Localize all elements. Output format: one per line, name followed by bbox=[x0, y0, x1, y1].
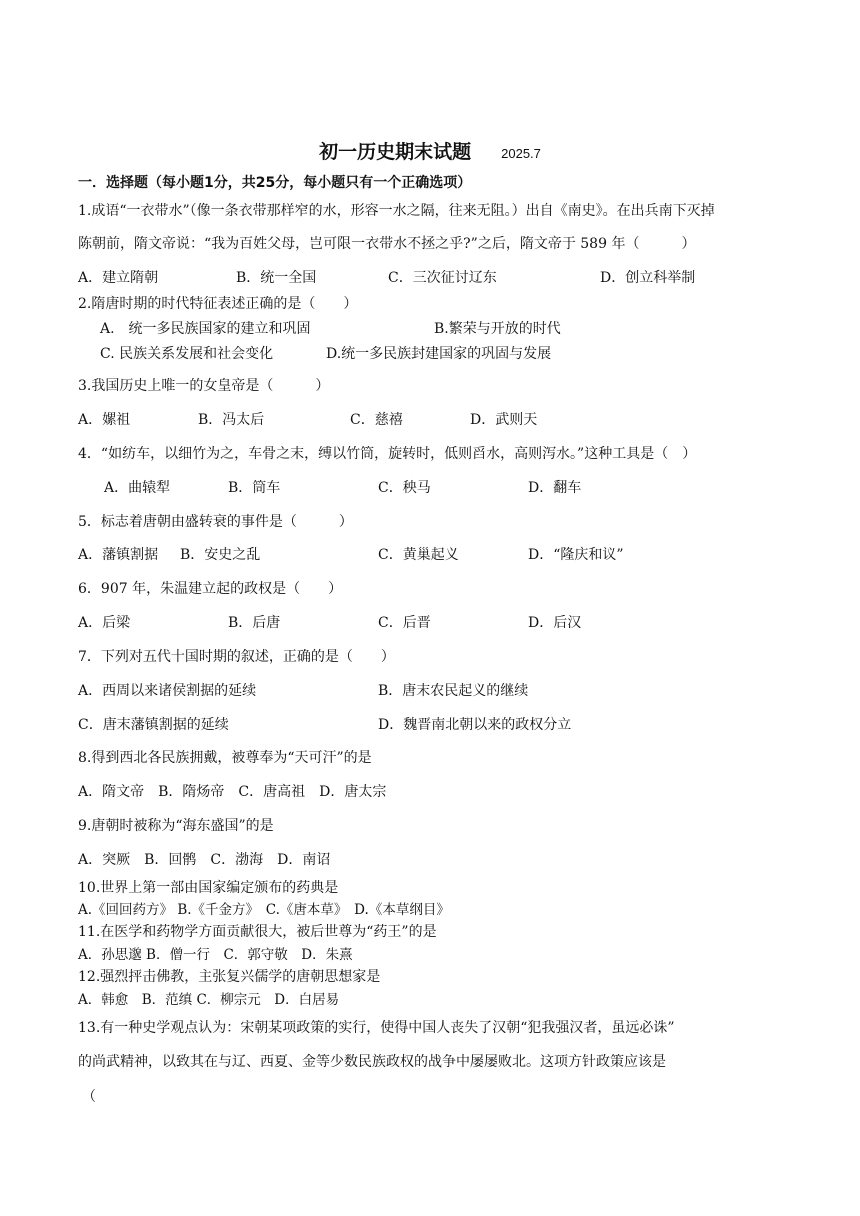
question-7-line-1: 7．下列对五代十国时期的叙述，正确的是（ ） bbox=[78, 649, 395, 665]
question-1-option-c: C．三次征讨辽东 bbox=[388, 270, 497, 286]
question-1-option-d: D．创立科举制 bbox=[600, 270, 696, 286]
question-2-option-a: A. 统一多民族国家的建立和巩固 bbox=[100, 321, 311, 337]
question-2-line-1: 2.隋唐时期的时代特征表述正确的是（ ） bbox=[78, 296, 358, 312]
question-1-line-1: 1.成语“一衣带水”（像一条衣带那样窄的水，形容一水之隔，往来无阻。）出自《南史》。在出兵南下灭掉 bbox=[78, 203, 715, 219]
question-8-line-1: 8.得到西北各民族拥戴，被尊奉为“天可汗”的是 bbox=[78, 750, 372, 766]
question-10-options: A.《回回药方》 B.《千金方》 C.《唐本草》 D.《本草纲目》 bbox=[78, 902, 450, 918]
question-12-line-1: 12.强烈抨击佛教，主张复兴儒学的唐朝思想家是 bbox=[78, 969, 381, 985]
question-7-option-c: C．唐末藩镇割据的延续 bbox=[78, 717, 229, 733]
question-13-line-2: 的尚武精神，以致其在与辽、西夏、金等少数民族政权的战争中屡屡败北。这项方针政策应该是 bbox=[78, 1054, 666, 1070]
question-4-line-1: 4．“如纺车，以细竹为之，车骨之末，缚以竹筒，旋转时，低则舀水，高则泻水。”这种工具是（ ） bbox=[78, 446, 697, 462]
question-4-option-a: A．曲辕犁 bbox=[104, 480, 171, 496]
question-2-option-b: B.繁荣与开放的时代 bbox=[434, 321, 561, 337]
question-12-options: A．韩愈 B．范缜 C．柳宗元 D．白居易 bbox=[78, 992, 340, 1008]
question-5-option-d: D．“隆庆和议” bbox=[528, 547, 624, 563]
question-2-option-c: C. 民族关系发展和社会变化 bbox=[100, 346, 274, 362]
question-6-option-c: C．后晋 bbox=[378, 615, 431, 631]
question-4-option-b: B．筒车 bbox=[228, 480, 281, 496]
question-10-line-1: 10.世界上第一部由国家编定颁布的药典是 bbox=[78, 880, 339, 896]
question-3-option-a: A．嫘祖 bbox=[78, 412, 131, 428]
question-7-option-d: D．魏晋南北朝以来的政权分立 bbox=[378, 717, 572, 733]
question-3-option-b: B．冯太后 bbox=[198, 412, 265, 428]
question-5-option-a: A．藩镇割据 bbox=[78, 547, 159, 563]
question-1-option-a: A．建立隋朝 bbox=[78, 270, 159, 286]
question-3-option-d: D．武则天 bbox=[470, 412, 538, 428]
question-13-line-1: 13.有一种史学观点认为：宋朝某项政策的实行，使得中国人丧失了汉朝“犯我强汉者，虽远必诛” bbox=[78, 1020, 675, 1036]
question-4-option-c: C．秧马 bbox=[378, 480, 431, 496]
question-9-options: A．突厥 B．回鹘 C．渤海 D．南诏 bbox=[78, 852, 331, 868]
section-heading: 一．选择题（每小题1分，共25分，每小题只有一个正确选项） bbox=[78, 175, 472, 191]
question-7-option-a: A．西周以来诸侯割据的延续 bbox=[78, 683, 257, 699]
exam-title: 初一历史期末试题 bbox=[319, 141, 472, 163]
question-2-option-d: D.统一多民族封建国家的巩固与发展 bbox=[326, 346, 552, 362]
exam-title-row bbox=[0, 137, 860, 164]
question-11-line-1: 11.在医学和药物学方面贡献很大，被后世尊为“药王”的是 bbox=[78, 924, 437, 940]
question-6-option-d: D．后汉 bbox=[528, 615, 582, 631]
question-9-line-1: 9.唐朝时被称为“海东盛国”的是 bbox=[78, 818, 274, 834]
question-11-options: A．孙思邈 B．僧一行 C．郭守敬 D．朱熹 bbox=[78, 947, 353, 963]
question-8-options: A．隋文帝 B．隋炀帝 C．唐高祖 D．唐太宗 bbox=[78, 784, 387, 800]
question-7-option-b: B．唐末农民起义的继续 bbox=[378, 683, 529, 699]
question-13-line-3: （ bbox=[82, 1089, 96, 1105]
question-6-option-b: B．后唐 bbox=[228, 615, 281, 631]
question-6-line-1: 6．907 年，朱温建立起的政权是（ ） bbox=[78, 581, 343, 597]
question-5-option-b: B．安史之乱 bbox=[180, 547, 261, 563]
question-1-option-b: B．统一全国 bbox=[236, 270, 317, 286]
question-5-line-1: 5．标志着唐朝由盛转衰的事件是（ ） bbox=[78, 514, 353, 530]
question-4-option-d: D．翻车 bbox=[528, 480, 582, 496]
exam-date: 2025.7 bbox=[501, 146, 541, 161]
question-3-line-1: 3.我国历史上唯一的女皇帝是（ ） bbox=[78, 378, 330, 394]
question-6-option-a: A．后梁 bbox=[78, 615, 131, 631]
question-5-option-c: C．黄巢起义 bbox=[378, 547, 459, 563]
question-3-option-c: C．慈禧 bbox=[350, 412, 403, 428]
question-1-line-2: 陈朝前，隋文帝说：“我为百姓父母，岂可限一衣带水不拯之乎?”之后，隋文帝于 589 年（ ） bbox=[78, 236, 696, 252]
